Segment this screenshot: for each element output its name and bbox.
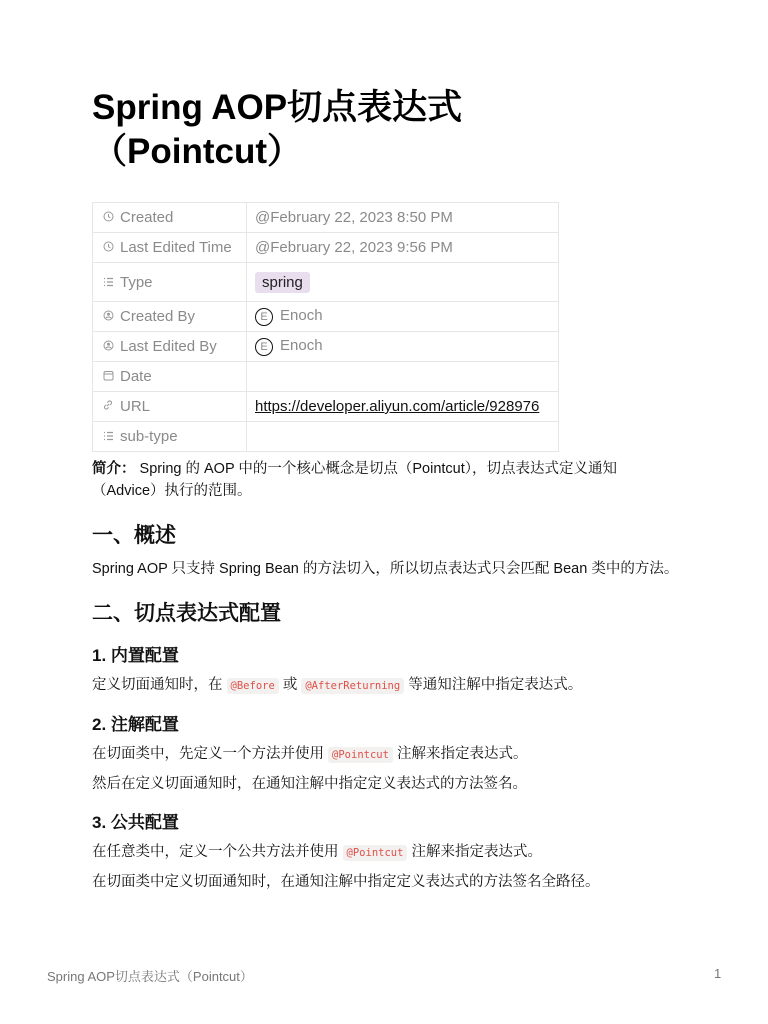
property-row-date: [93, 362, 559, 392]
page-number: 1: [714, 966, 722, 981]
text-run: 注解来指定表达式。: [392, 746, 528, 762]
text-run: 在切面类中，先定义一个方法并使用: [92, 746, 329, 762]
text-run: 在任意类中，定义一个公共方法并使用: [92, 844, 343, 860]
intro-text: Spring 的 AOP 中的一个核心概念是切点（Pointcut），切点表达式定义通知（Advice）执行的范围。: [92, 461, 618, 499]
list-icon: [101, 277, 115, 289]
person-icon: [101, 310, 115, 323]
public-paragraph-2: 在切面类中定义切面通知时，在通知注解中指定定义表达式的方法签名全路径。: [92, 874, 600, 890]
property-label: sub-type: [120, 428, 178, 445]
person-icon: [101, 340, 115, 353]
property-label: Date: [120, 368, 152, 385]
property-row-created: [93, 203, 559, 233]
subheading-public: 3. 公共配置: [92, 813, 179, 832]
list-icon: [101, 431, 115, 443]
annotation-paragraph: [92, 743, 682, 766]
document-page: [92, 86, 682, 893]
inline-code: @Before: [227, 678, 279, 694]
properties-table: [92, 202, 559, 452]
overview-paragraph: Spring AOP 只支持 Spring Bean 的方法切入，所以切点表达式只会匹配 Bean 类中的方法。: [92, 561, 679, 577]
inline-code: @Pointcut: [343, 845, 408, 861]
subheading-annotation: 2. 注解配置: [92, 715, 179, 734]
intro-label: 简介：: [92, 461, 136, 477]
property-label: Type: [120, 273, 153, 291]
property-row-last-edited-by: [93, 332, 559, 362]
property-value: @February 22, 2023 9:56 PM: [247, 233, 559, 263]
property-label: Created: [120, 209, 174, 226]
avatar: E: [255, 308, 273, 326]
page-title: Spring AOP切点表达式 （Pointcut）: [92, 88, 463, 171]
property-value: @February 22, 2023 8:50 PM: [247, 203, 559, 233]
link-icon: [101, 399, 115, 413]
clock-icon: [101, 211, 115, 224]
type-tag[interactable]: spring: [255, 272, 310, 293]
property-row-sub-type: [93, 422, 559, 452]
inline-code: @AfterReturning: [301, 678, 404, 694]
clock-icon: [101, 241, 115, 254]
property-label: Created By: [120, 308, 196, 325]
person-name[interactable]: Enoch: [280, 337, 323, 354]
calendar-icon: [101, 370, 115, 383]
property-value[interactable]: [247, 422, 559, 452]
property-label: Last Edited By: [120, 338, 217, 355]
text-run: 注解来指定表达式。: [407, 844, 542, 860]
footer-title: Spring AOP切点表达式（Pointcut）: [47, 969, 253, 984]
annotation-paragraph-2: 然后在定义切面通知时，在通知注解中指定定义表达式的方法签名。: [92, 776, 527, 792]
intro-paragraph: [92, 458, 682, 502]
text-run: 或: [278, 677, 302, 693]
text-run: 定义切面通知时，在: [92, 677, 227, 693]
section-heading-config: 二、切点表达式配置: [92, 602, 281, 625]
property-row-created-by: [93, 302, 559, 332]
builtin-paragraph: [92, 674, 682, 697]
property-row-type: [93, 263, 559, 302]
section-heading-overview: 一、概述: [92, 524, 176, 547]
property-label: URL: [120, 398, 151, 415]
avatar: E: [255, 338, 273, 356]
text-run: 等通知注解中指定表达式。: [404, 677, 583, 693]
property-value[interactable]: [247, 362, 559, 392]
property-row-url: [93, 392, 559, 422]
public-paragraph: [92, 841, 682, 864]
property-row-last-edited-time: [93, 233, 559, 263]
url-link[interactable]: https://developer.aliyun.com/article/928976: [255, 398, 540, 415]
inline-code: @Pointcut: [328, 747, 393, 763]
property-label: Last Edited Time: [120, 239, 232, 256]
person-name[interactable]: Enoch: [280, 307, 323, 324]
subheading-builtin: 1. 内置配置: [92, 646, 179, 665]
